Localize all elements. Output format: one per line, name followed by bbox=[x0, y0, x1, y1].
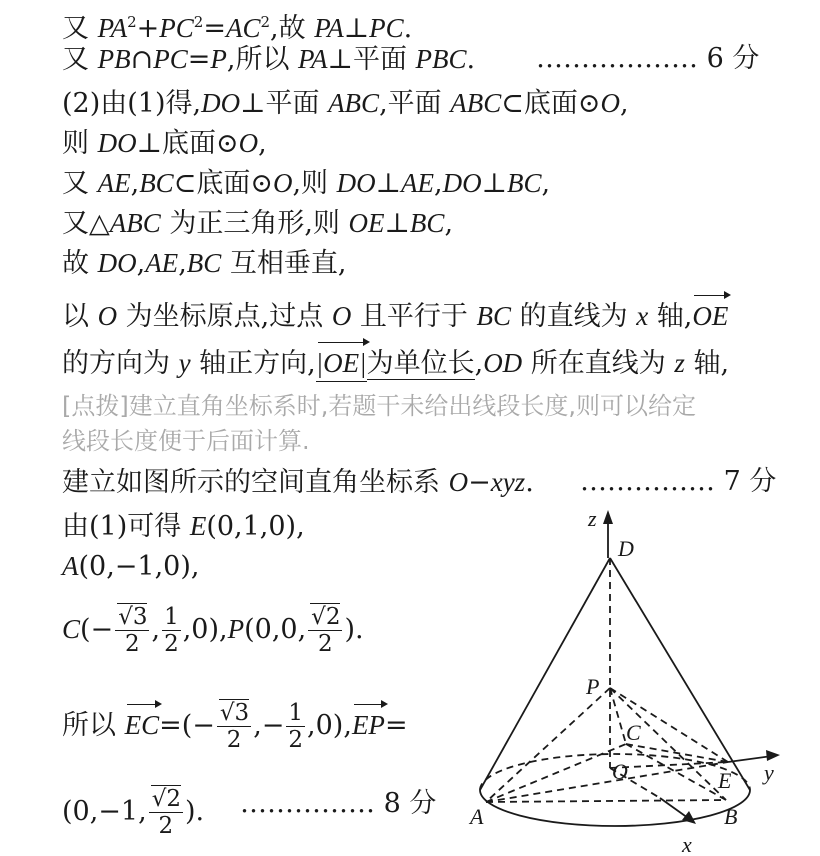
label-B: B bbox=[724, 804, 738, 829]
base-ellipse-front bbox=[480, 790, 750, 826]
score-8: …………… 8 分 bbox=[240, 788, 437, 819]
score-7: …………… 7 分 bbox=[580, 466, 777, 497]
edge-AC bbox=[486, 744, 626, 802]
label-P: P bbox=[586, 674, 600, 699]
text-line-11: 由(1)可得 E(0,1,0), bbox=[62, 511, 305, 542]
vector-EC: EC bbox=[125, 707, 160, 743]
label-C: C bbox=[626, 720, 641, 745]
text-line-8: 以 O 为坐标原点,过点 O 且平行于 BC 的直线为 x 轴,OE bbox=[62, 298, 728, 335]
text-line-14: 所以 EC=(− $\frac{√3}{2}$ ,− $\frac{1}{2}$ ,0),EP= bbox=[62, 700, 408, 753]
edge-AB bbox=[486, 800, 726, 802]
text-line-9: 的方向为 y 轴正方向,|OE|为单位长,OD 所在直线为 z 轴, bbox=[62, 345, 729, 382]
text-line-2: 又 PB∩PC=P,所以 PA⊥平面 PBC. bbox=[62, 44, 476, 75]
text-line-15: (0,−1, $\frac{√2}{2}$ ). bbox=[62, 786, 205, 839]
label-E: E bbox=[718, 768, 732, 793]
text-line-3: (2)由(1)得,DO⊥平面 ABC,平面 ABC⊂底面⊙O, bbox=[62, 88, 629, 119]
z-axis-arrow bbox=[603, 510, 613, 524]
text-line-12: A(0,−1,0), bbox=[62, 551, 200, 582]
hint-line-1: [点拨]建立直角坐标系时,若题干未给出线段长度,则可以给定 bbox=[62, 392, 696, 420]
label-x: x bbox=[682, 832, 692, 856]
text-line-1: 又 $PA^2+PC^2=AC^2$,故 PA⊥PC. bbox=[62, 13, 413, 44]
cone-diagram bbox=[460, 500, 820, 856]
text-line-13: C(− $\frac{√3}{2}$ , $\frac{1}{2}$ ,0),P(0,0, $\frac{√2}{2}$ ). bbox=[62, 604, 364, 657]
hint-line-2: 线段长度便于后面计算. bbox=[62, 427, 310, 455]
label-A: A bbox=[470, 804, 484, 829]
text-line-7: 故 DO,AE,BC 互相垂直, bbox=[62, 248, 347, 279]
vector-OE: OE bbox=[692, 298, 728, 334]
text-line-6: 又△ABC 为正三角形,则 OE⊥BC, bbox=[62, 208, 454, 239]
label-O: O bbox=[612, 759, 628, 784]
vector-EP: EP bbox=[352, 707, 385, 743]
score-6: ……………… 6 分 bbox=[536, 43, 760, 74]
label-y: y bbox=[764, 760, 774, 785]
text-line-10: 建立如图所示的空间直角坐标系 O−xyz. bbox=[62, 467, 534, 498]
label-z: z bbox=[588, 506, 597, 531]
label-D: D bbox=[618, 536, 634, 561]
vector-OE-abs: |OE| bbox=[316, 345, 367, 382]
x-axis-arrow bbox=[682, 811, 696, 824]
text-line-5: 又 AE,BC⊂底面⊙O,则 DO⊥AE,DO⊥BC, bbox=[62, 168, 551, 199]
text-line-4: 则 DO⊥底面⊙O, bbox=[62, 128, 267, 159]
